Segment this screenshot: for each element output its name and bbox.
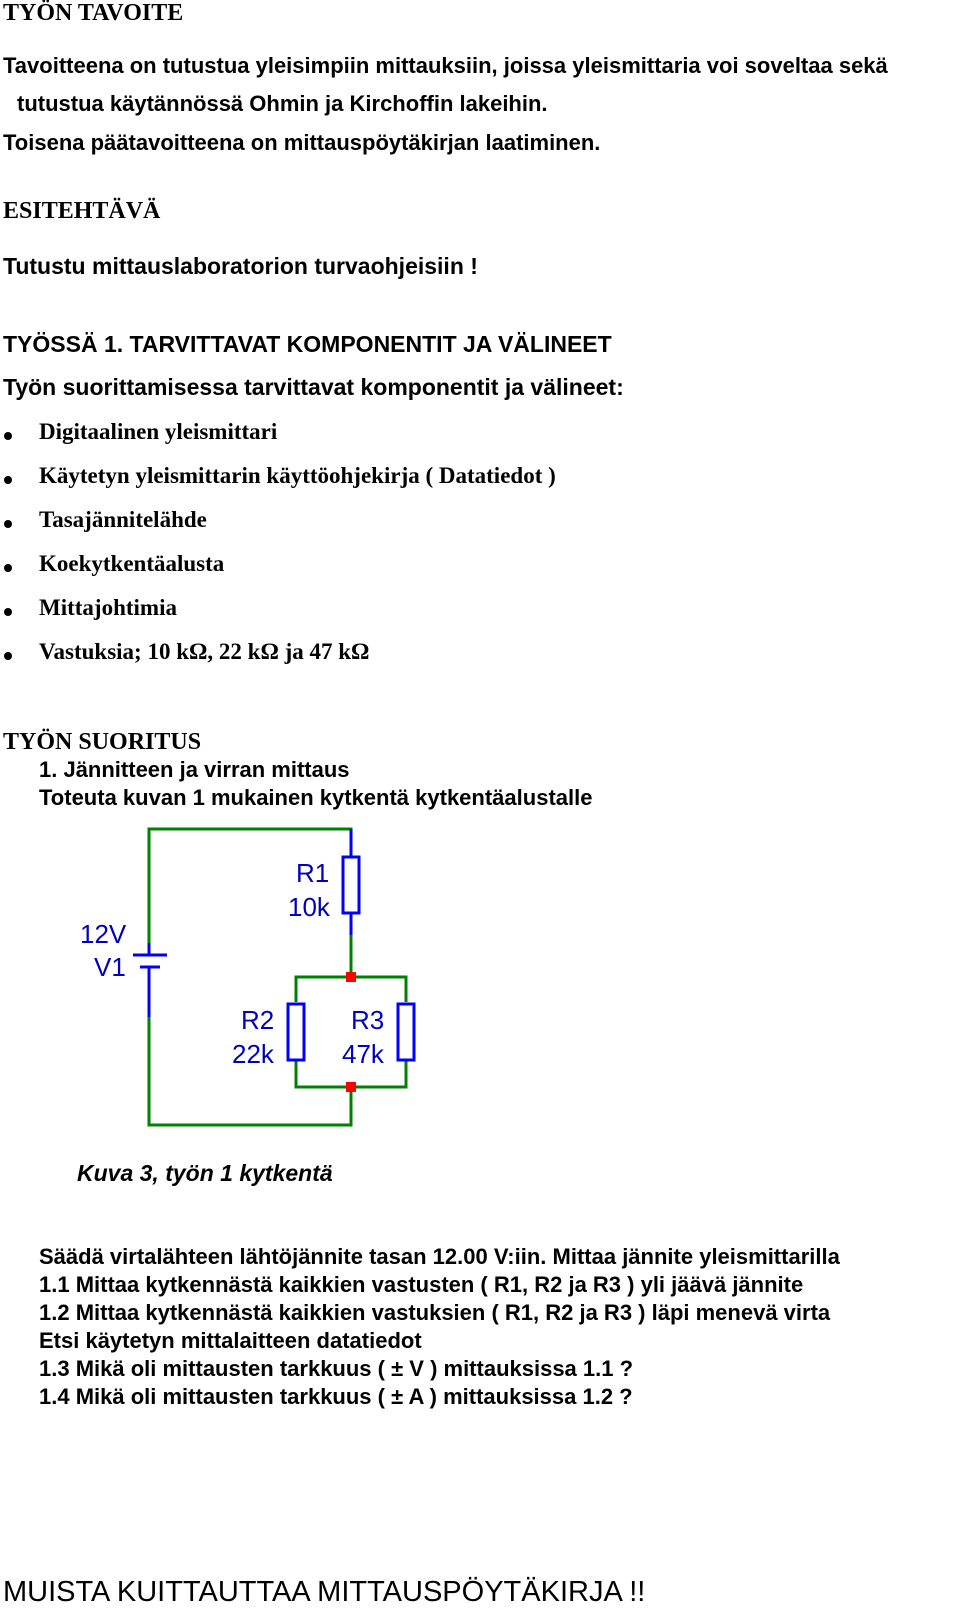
goal-line-2: tutustua käytännössä Ohmin ja Kirchoffin lakeihin. <box>17 91 548 116</box>
component-label: Koekytkentäalusta <box>39 551 225 576</box>
source-name-label: V1 <box>94 952 126 982</box>
component-label: Vastuksia; 10 kΩ, 22 kΩ ja 47 kΩ <box>39 639 370 664</box>
r1-name-label: R1 <box>296 858 330 888</box>
goal-line-1: Tavoitteena on tutustua yleisimpiin mittauksiin, joissa yleismittaria voi soveltaa sekä <box>3 53 888 78</box>
r2-resistor <box>288 1004 304 1060</box>
step-1-1: 1.1 Mittaa kytkennästä kaikkien vastusten ( R1, R2 ja R3 ) yli jäävä jännite <box>39 1272 804 1297</box>
r1-resistor <box>343 857 359 913</box>
heading-goal: TYÖN TAVOITE <box>3 0 184 26</box>
r3-name-label: R3 <box>351 1005 385 1035</box>
r3-value-label: 47k <box>342 1039 384 1069</box>
heading-execution: TYÖN SUORITUS <box>3 729 202 755</box>
task1-instruction: Toteuta kuvan 1 mukainen kytkentä kytkentäalustalle <box>39 785 593 810</box>
node-bottom <box>346 1082 356 1092</box>
r2-value-label: 22k <box>232 1039 274 1069</box>
r3-resistor <box>398 1004 414 1060</box>
step-intro: Säädä virtalähteen lähtöjännite tasan 12.00 V:iin. Mittaa jännite yleismittarilla <box>39 1244 840 1269</box>
r2-name-label: R2 <box>241 1005 275 1035</box>
node-top <box>346 972 356 982</box>
source-voltage-label: 12V <box>80 919 127 949</box>
heading-pretask: ESITEHTÄVÄ <box>3 198 161 224</box>
pretask-text: Tutustu mittauslaboratorion turvaohjeisiin ! <box>3 253 478 279</box>
task1-title: 1. Jännitteen ja virran mittaus <box>39 757 350 782</box>
step-datasheet: Etsi käytetyn mittalaitteen datatiedot <box>39 1328 422 1353</box>
components-intro: Työn suorittamisessa tarvittavat komponentit ja välineet: <box>3 374 624 400</box>
step-1-4: 1.4 Mikä oli mittausten tarkkuus ( ± A ) mittauksissa 1.2 ? <box>39 1384 633 1409</box>
final-note: MUISTA KUITTAUTTAA MITTAUSPÖYTÄKIRJA !! <box>3 1576 646 1608</box>
figure-caption: Kuva 3, työn 1 kytkentä <box>77 1160 333 1186</box>
component-label: Digitaalinen yleismittari <box>39 419 278 444</box>
goal-line-3: Toisena päätavoitteena on mittauspöytäkirjan laatiminen. <box>3 130 601 155</box>
component-label: Tasajännitelähde <box>39 507 207 532</box>
component-label: Käytetyn yleismittarin käyttöohjekirja ( Datatiedot ) <box>39 463 556 488</box>
component-label: Mittajohtimia <box>39 595 177 620</box>
heading-work1: TYÖSSÄ 1. TARVITTAVAT KOMPONENTIT JA VÄLINEET <box>3 331 612 357</box>
step-1-2: 1.2 Mittaa kytkennästä kaikkien vastuksien ( R1, R2 ja R3 ) läpi menevä virta <box>39 1300 831 1325</box>
step-1-3: 1.3 Mikä oli mittausten tarkkuus ( ± V ) mittauksissa 1.1 ? <box>39 1356 634 1381</box>
r1-value-label: 10k <box>288 892 330 922</box>
